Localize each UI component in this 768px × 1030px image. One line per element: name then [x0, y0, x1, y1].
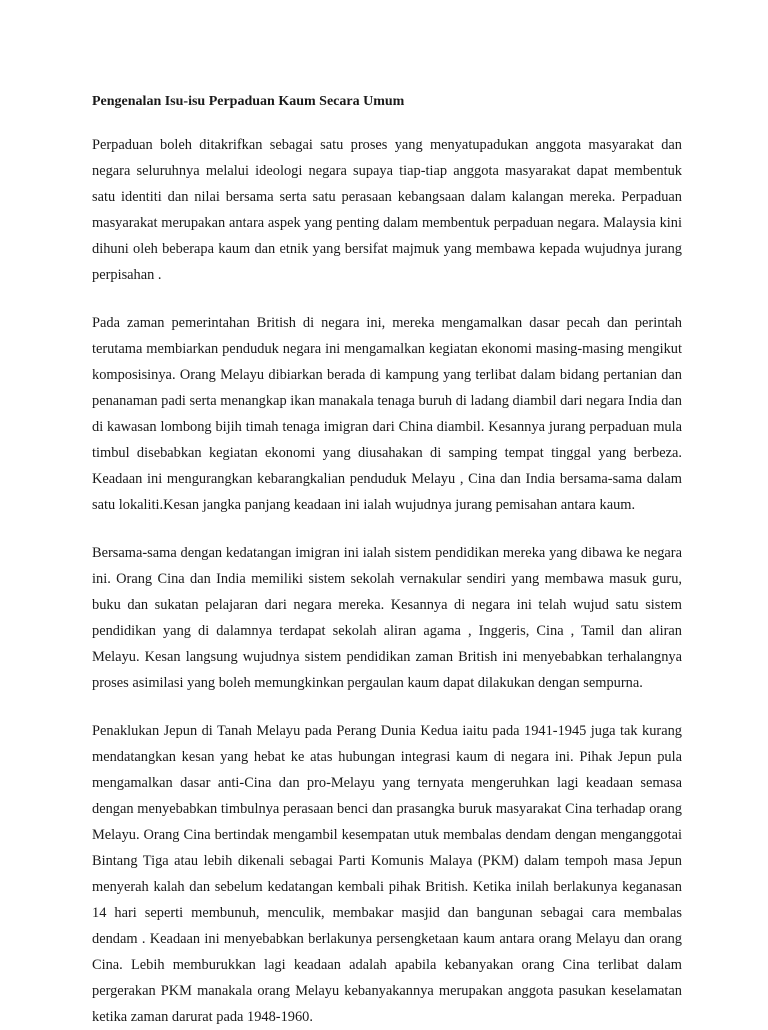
document-heading: Pengenalan Isu-isu Perpaduan Kaum Secara Umum	[92, 94, 405, 109]
paragraph-definition: Perpaduan boleh ditakrifkan sebagai satu proses yang menyatupadukan anggota masyarakat dan negara seluruhnya melalui ideologi negara supaya tiap-tiap anggota masyarakat dapat membentuk satu identiti dan nilai bersama serta satu perasaan kebangsaan dalam kalangan mereka. Perpaduan masyarakat merupakan antara aspek yang penting dalam membentuk perpaduan negara. Malaysia kini dihuni oleh beberapa kaum dan etnik yang bersifat majmuk yang membawa kepada wujudnya jurang perpisahan .	[92, 137, 682, 283]
paragraph-japanese-occupation: Penaklukan Jepun di Tanah Melayu pada Perang Dunia Kedua iaitu pada 1941-1945 juga tak kurang mendatangkan kesan yang hebat ke atas hubungan integrasi kaum di negara ini. Pihak Jepun pula mengamalkan dasar anti-Cina dan pro-Melayu yang ternyata mengeruhkan lagi keadaan semasa dengan menyebabkan timbulnya perasaan benci dan prasangka buruk masyarakat Cina terhadap orang Melayu. Orang Cina bertindak mengambil kesempatan utuk membalas dendam dengan menganggotai Bintang Tiga atau lebih dikenali sebagai Parti Komunis Malaya (PKM) dalam tempoh masa Jepun menyerah kalah dan sebelum kedatangan kembali pihak British. Ketika inilah berlakunya keganasan 14 hari seperti membunuh, menculik, membakar masjid dan bangunan sebagai cara membalas dendam . Keadaan ini menyebabkan berlakunya persengketaan kaum antara orang Melayu dan orang Cina. Lebih memburukkan lagi keadaan adalah apabila kebanyakan orang Cina terlibat dalam pergerakan PKM manakala orang Melayu kebanyakannya merupakan anggota pasukan keselamatan ketika zaman darurat pada 1948-1960.	[92, 723, 682, 1025]
paragraph-education-system: Bersama-sama dengan kedatangan imigran ini ialah sistem pendidikan mereka yang dibawa ke negara ini. Orang Cina dan India memiliki sistem sekolah vernakular sendiri yang membawa masuk guru, buku dan sukatan pelajaran dari negara mereka. Kesannya di negara ini telah wujud satu sistem pendidikan yang di dalamnya terdapat sekolah aliran agama , Inggeris, Cina , Tamil dan aliran Melayu. Kesan langsung wujudnya sistem pendidikan zaman British ini menyebabkan terhalangnya proses asimilasi yang boleh memungkinkan pergaulan kaum dapat dilakukan dengan sempurna.	[92, 545, 682, 691]
paragraph-british-rule: Pada zaman pemerintahan British di negara ini, mereka mengamalkan dasar pecah dan perintah terutama membiarkan penduduk negara ini mengamalkan kegiatan ekonomi masing-masing mengikut komposisinya. Orang Melayu dibiarkan berada di kampung yang terlibat dalam bidang pertanian dan penanaman padi serta menangkap ikan manakala tenaga buruh di ladang diambil dari negara India dan di kawasan lombong bijih timah tenaga imigran dari China diambil. Kesannya jurang perpaduan mula timbul disebabkan kegiatan ekonomi yang diusahakan di samping tempat tinggal yang berbeza. Keadaan ini mengurangkan kebarangkalian penduduk Melayu , Cina dan India bersama-sama dalam satu lokaliti.Kesan jangka panjang keadaan ini ialah wujudnya jurang pemisahan antara kaum.	[92, 315, 682, 513]
